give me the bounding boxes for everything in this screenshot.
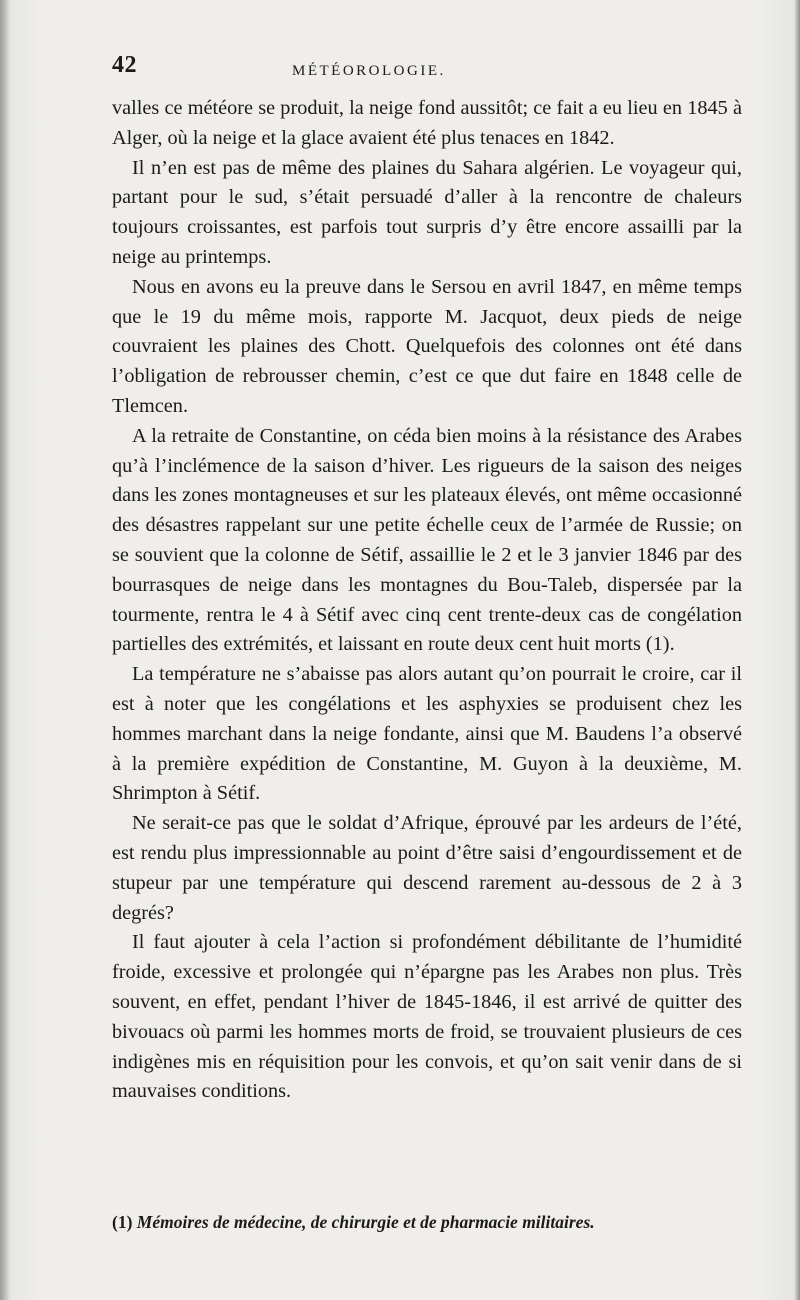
binding-shadow xyxy=(0,0,10,1300)
page-header xyxy=(112,52,742,86)
body-text xyxy=(112,94,742,1107)
paragraph: Nous en avons eu la preuve dans le Sersou en avril 1847, en même temps que le 19 du même mois, rapporte M. Jacquot, deux pieds de neige couvraient les plaines des Chott. Quelquefois des colonnes ont été dans l’obligation de rebrousser chemin, c’est ce que dut faire en 1848 celle de Tlemcen. xyxy=(112,275,742,417)
footnote xyxy=(112,1210,752,1234)
paragraph: La température ne s’abaisse pas alors autant qu’on pourrait le croire, car il est à noter que les congélations et les asphyxies se produisent chez les hommes marchant dans la neige fondante, ainsi que M. Baudens l’a observé à la première expédition de Constantine, M. Guyon à la deuxième, M. Shrimpton à Sétif. xyxy=(112,663,742,805)
footnote-marker: (1) xyxy=(112,1212,133,1232)
paragraph: Il n’en est pas de même des plaines du Sahara algérien. Le voyageur qui, partant pour le sud, s’était persuadé d’aller à la rencontre de chaleurs toujours croissantes, est parfois tout surpris d’y être encore assailli par la neige au printemps. xyxy=(112,156,742,268)
paragraph: valles ce météore se produit, la neige fond aussitôt; ce fait a eu lieu en 1845 à Alger, où la neige et la glace avaient été plus tenaces en 1842. xyxy=(112,97,742,149)
running-head: MÉTÉOROLOGIE. xyxy=(292,63,446,79)
paragraph: Ne serait-ce pas que le soldat d’Afrique, éprouvé par les ardeurs de l’été, est rendu plus impressionnable au point d’être saisi d’engourdissement et de stupeur par une température qui descend rarement au-dessous de 2 à 3 degrés? xyxy=(112,812,742,924)
paragraph: Il faut ajouter à cela l’action si profondément débilitante de l’humidité froide, excessive et prolongée qui n’épargne pas les Arabes non plus. Très souvent, en effet, pendant l’hiver de 1845-1846, il est arrivé de quitter des bivouacs où parmi les hommes morts de froid, se trouvaient plusieurs de ces indigènes mis en réquisition pour les convois, et qu’on sait venir dans de si mauvaises conditions. xyxy=(112,931,742,1103)
footnote-text: Mémoires de médecine, de chirurgie et de pharmacie militaires. xyxy=(136,1212,595,1232)
page-edge xyxy=(794,0,800,1300)
page-number: 42 xyxy=(112,52,137,78)
paragraph: A la retraite de Constantine, on céda bien moins à la résistance des Arabes qu’à l’inclémence de la saison d’hiver. Les rigueurs de la saison des neiges dans les zones montagneuses et sur les plateaux élevés, ont même occasionné des désastres rappelant sur une petite échelle ceux de l’armée de Russie; on se souvient que la colonne de Sétif, assaillie le 2 et le 3 janvier 1846 par des bourrasques de neige dans les montagnes du Bou-Taleb, dispersée par la tourmente, rentra le 4 à Sétif avec cinq cent trente-deux cas de congélation partielles des extrémités, et laissant en route deux cent huit morts (1). xyxy=(112,424,742,656)
